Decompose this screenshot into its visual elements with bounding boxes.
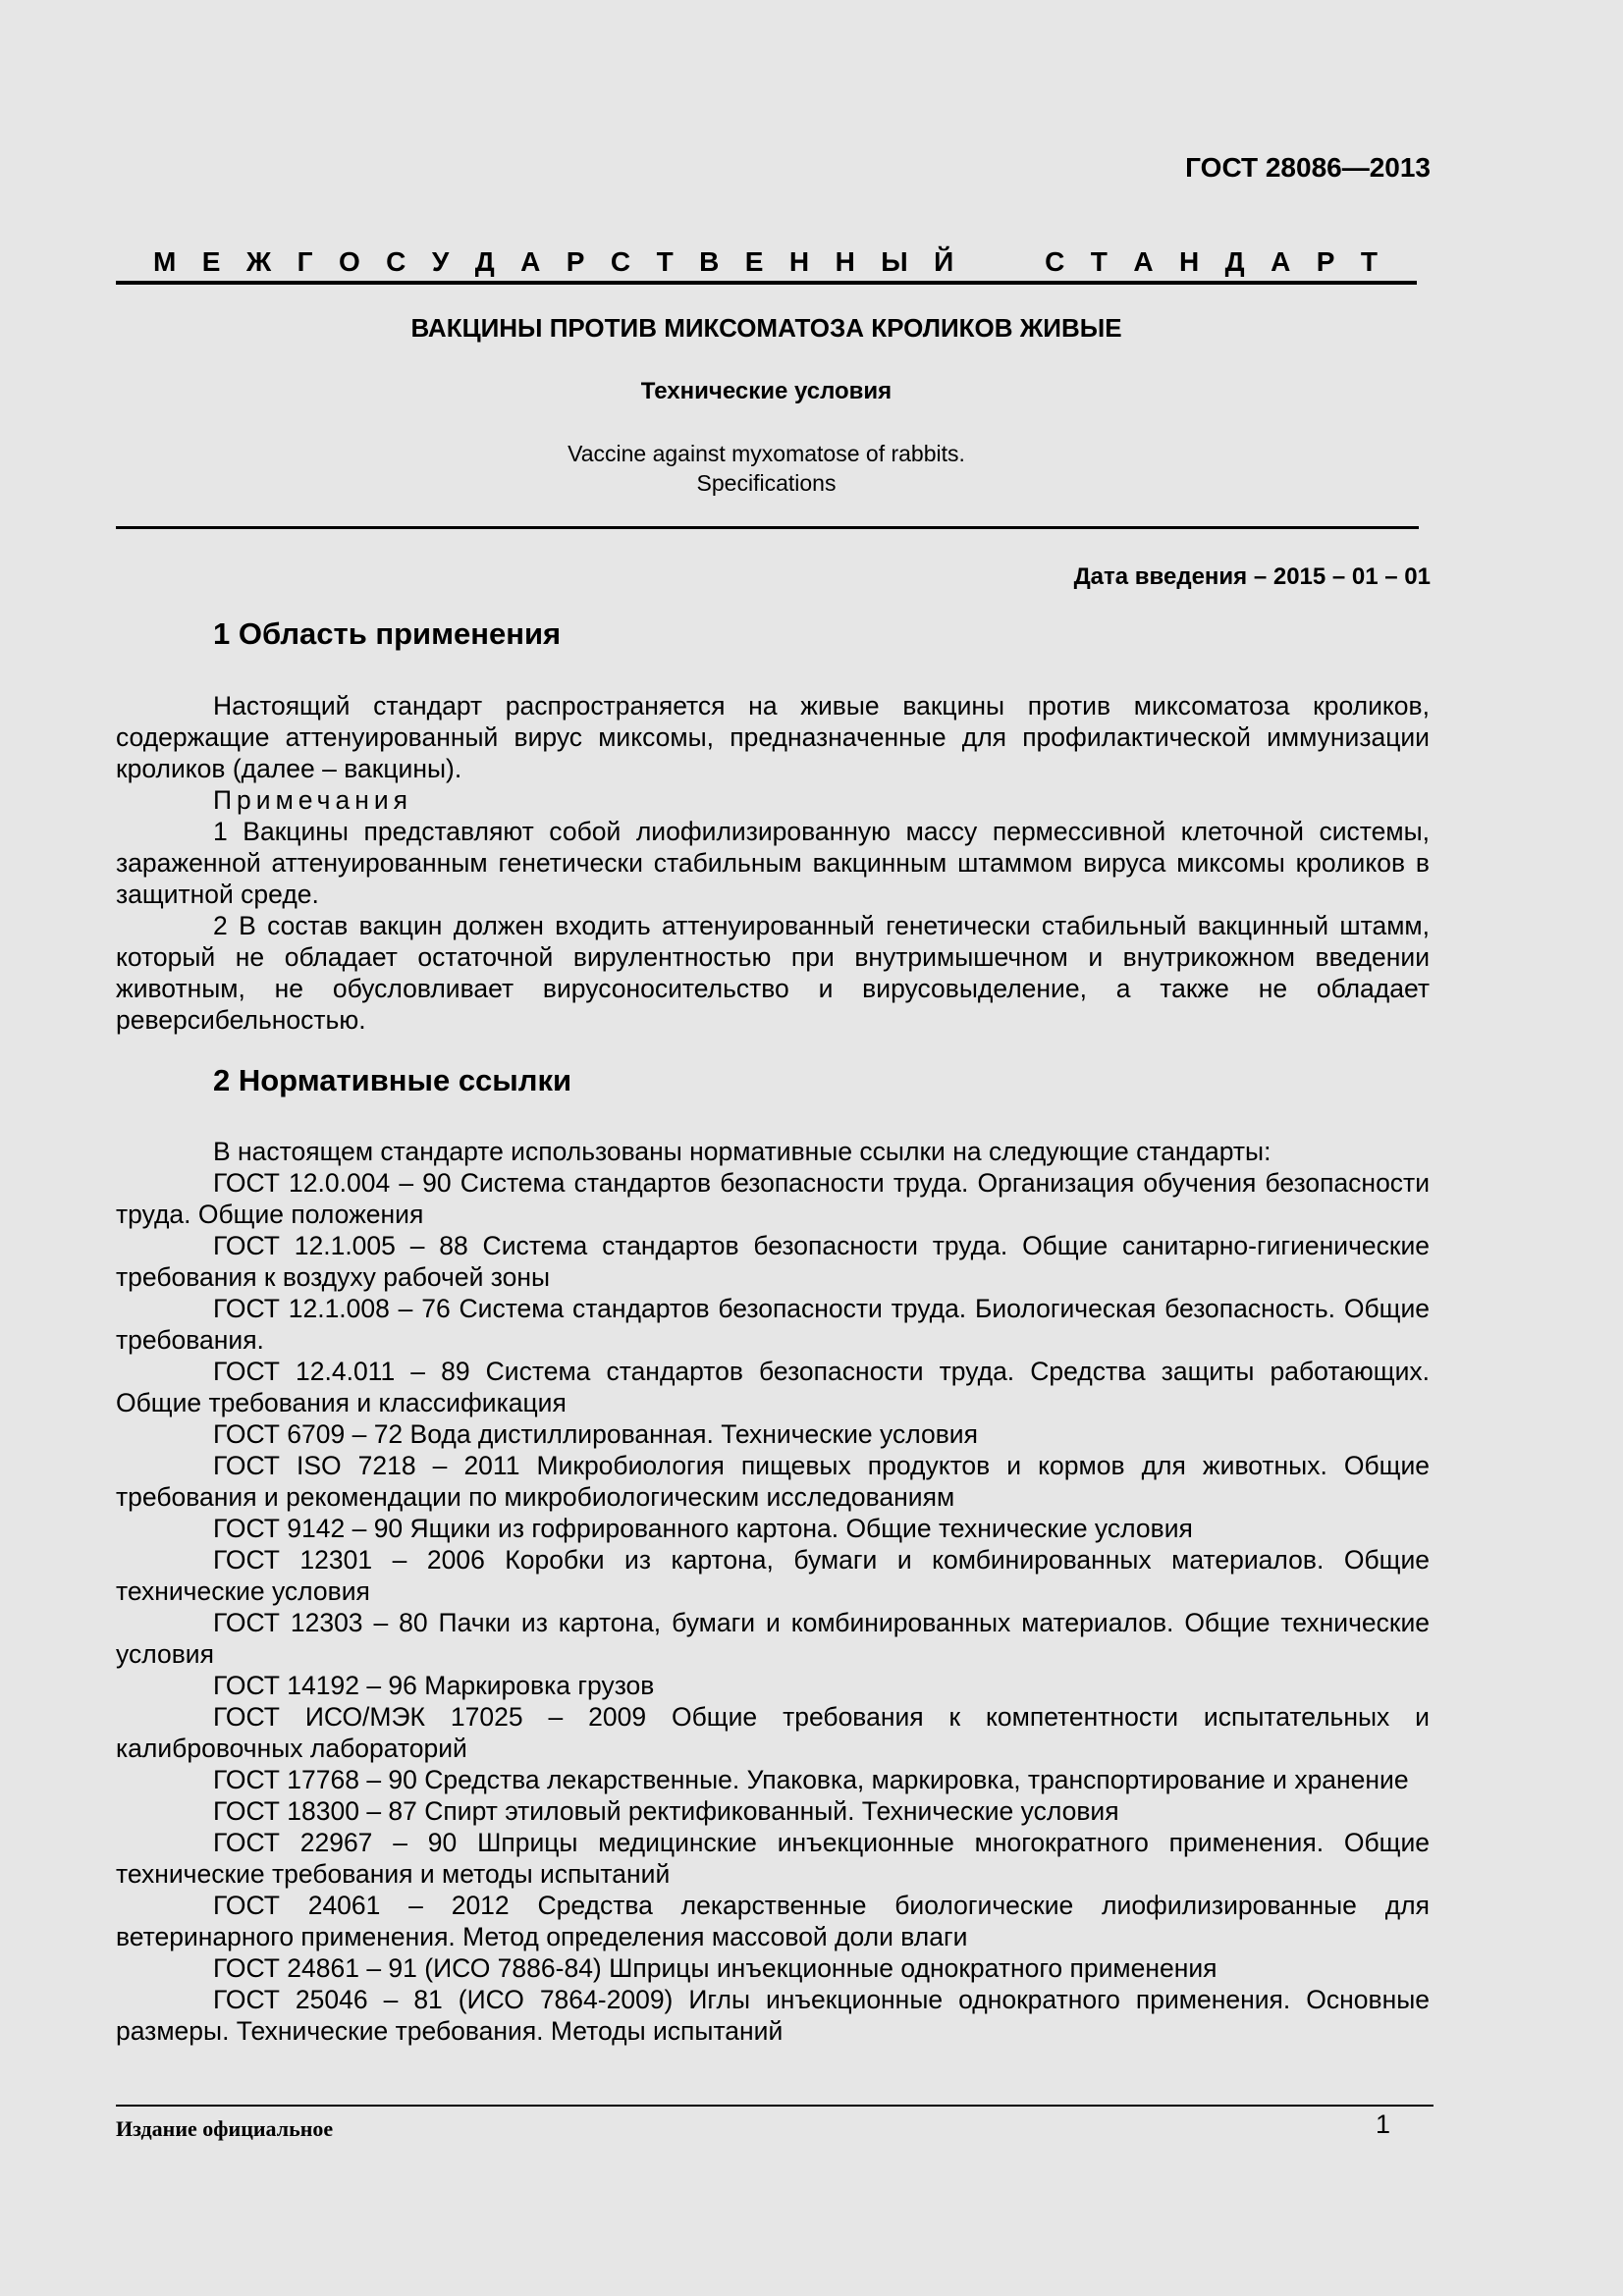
banner-letter: Р xyxy=(566,246,585,277)
banner-letter: С xyxy=(610,246,631,277)
reference-item: ГОСТ 6709 – 72 Вода дистиллированная. Технические условия xyxy=(213,1419,978,1449)
banner-letter: Т xyxy=(1090,246,1108,277)
banner-letter: Н xyxy=(1179,246,1200,277)
banner-letter: Т xyxy=(1360,246,1378,277)
note-2: 2 В состав вакцин должен входить аттенуированный генетически стабильный вакцинный штамм, который не обладает остаточной вирулентностью при внутримышечном и внутрикожном введении животным, не обусловливает вирусоносительство и вирусовыделение, а также не обладает реверсибельностью. xyxy=(116,911,1430,1035)
banner-letter: Ж xyxy=(245,246,272,277)
edition-label: Издание официальное xyxy=(116,2116,334,2141)
banner-letter: М xyxy=(153,246,177,277)
reference-item: ГОСТ 12303 – 80 Пачки из картона, бумаги и комбинированных материалов. Общие технические условия xyxy=(116,1608,1430,1669)
standard-title-english-line1: Vaccine against myxomatose of rabbits. xyxy=(568,441,965,466)
interstate-standard-banner xyxy=(116,245,1417,285)
section-2-heading: 2 Нормативные ссылки xyxy=(213,1063,572,1097)
banner-letter: Д xyxy=(474,246,495,277)
scope-paragraph: Настоящий стандарт распространяется на живые вакцины против миксоматоза кроликов, содержащие аттенуированный вирус миксомы, предназначенные для профилактической иммунизации кроликов (далее – вакцины). xyxy=(116,691,1430,783)
reference-item: ГОСТ 25046 – 81 (ИСО 7864-2009) Иглы инъекционные однократного применения. Основные размеры. Технические требования. Методы испытаний xyxy=(116,1985,1430,2046)
reference-item: ГОСТ 12.4.011 – 89 Система стандартов безопасности труда. Средства защиты работающих. Общие требования и классификация xyxy=(116,1357,1430,1417)
notes-label: Примечания xyxy=(213,785,412,815)
banner-gap xyxy=(980,245,1019,279)
footer-rule xyxy=(116,2105,1434,2107)
reference-item: ГОСТ 9142 – 90 Ящики из гофрированного картона. Общие технические условия xyxy=(213,1514,1193,1543)
reference-item: ГОСТ 22967 – 90 Шприцы медицинские инъекционные многократного применения. Общие технические требования и методы испытаний xyxy=(116,1828,1430,1889)
section-2-body xyxy=(116,1136,1430,2047)
banner-letter: А xyxy=(1271,246,1291,277)
banner-letter: Г xyxy=(297,246,313,277)
banner-letter: Е xyxy=(744,246,764,277)
banner-letter: В xyxy=(699,246,720,277)
reference-item: ГОСТ 12.1.005 – 88 Система стандартов безопасности труда. Общие санитарно-гигиенические требования к воздуху рабочей зоны xyxy=(116,1231,1430,1292)
interstate-standard-label xyxy=(116,245,1417,279)
banner-letter: А xyxy=(520,246,541,277)
banner-letter: У xyxy=(431,246,450,277)
reference-item: ГОСТ 14192 – 96 Маркировка грузов xyxy=(213,1671,655,1700)
banner-letter: Д xyxy=(1224,246,1245,277)
standard-title: ВАКЦИНЫ ПРОТИВ МИКСОМАТОЗА КРОЛИКОВ ЖИВЫЕ xyxy=(410,313,1122,343)
section-1-heading: 1 Область применения xyxy=(213,616,562,651)
references-intro: В настоящем стандарте использованы нормативные ссылки на следующие стандарты: xyxy=(213,1137,1271,1166)
banner-letter: Ы xyxy=(881,246,908,277)
page-number: 1 xyxy=(1375,2109,1390,2139)
introduction-date: Дата введения – 2015 – 01 – 01 xyxy=(1073,563,1431,590)
banner-letter: Е xyxy=(201,246,221,277)
reference-item: ГОСТ 17768 – 90 Средства лекарственные. Упаковка, маркировка, транспортирование и хранение xyxy=(213,1765,1409,1794)
banner-letter: О xyxy=(338,246,360,277)
banner-letter: А xyxy=(1133,246,1154,277)
banner-letter: Н xyxy=(835,246,855,277)
section-1-body xyxy=(116,690,1430,1036)
reference-item: ГОСТ 24861 – 91 (ИСО 7886-84) Шприцы инъекционные однократного применения xyxy=(213,1953,1217,1983)
reference-item: ГОСТ ISO 7218 – 2011 Микробиология пищевых продуктов и кормов для животных. Общие требования и рекомендации по микробиологическим исследованиям xyxy=(116,1451,1430,1512)
header-divider xyxy=(116,526,1419,529)
standard-title-english-line2: Specifications xyxy=(696,470,837,496)
banner-letter: Р xyxy=(1316,246,1335,277)
document-code: ГОСТ 28086—2013 xyxy=(1185,152,1431,183)
banner-letter: Й xyxy=(934,246,954,277)
note-1: 1 Вакцины представляют собой лиофилизированную массу пермессивной клеточной системы, зараженной аттенуированным генетически стабильным вакцинным штаммом вируса миксомы кроликов в защитной среде. xyxy=(116,817,1430,909)
reference-item: ГОСТ 12.0.004 – 90 Система стандартов безопасности труда. Организация обучения безопасности труда. Общие положения xyxy=(116,1168,1430,1229)
reference-item: ГОСТ 18300 – 87 Спирт этиловый ректификованный. Технические условия xyxy=(213,1796,1119,1826)
banner-letter: Н xyxy=(788,246,810,277)
reference-item: ГОСТ 12.1.008 – 76 Система стандартов безопасности труда. Биологическая безопасность. Общие требования. xyxy=(116,1294,1430,1355)
reference-item: ГОСТ 12301 – 2006 Коробки из картона, бумаги и комбинированных материалов. Общие технические условия xyxy=(116,1545,1430,1606)
standard-subtitle: Технические условия xyxy=(640,378,893,404)
top-thick-rule xyxy=(116,281,1417,285)
reference-item: ГОСТ 24061 – 2012 Средства лекарственные биологические лиофилизированные для ветеринарного применения. Метод определения массовой доли влаги xyxy=(116,1891,1430,1951)
banner-letter: С xyxy=(1045,246,1065,277)
reference-item: ГОСТ ИСО/МЭК 17025 – 2009 Общие требования к компетентности испытательных и калибровочных лабораторий xyxy=(116,1702,1430,1763)
banner-letter: Т xyxy=(656,246,674,277)
banner-letter: С xyxy=(386,246,406,277)
